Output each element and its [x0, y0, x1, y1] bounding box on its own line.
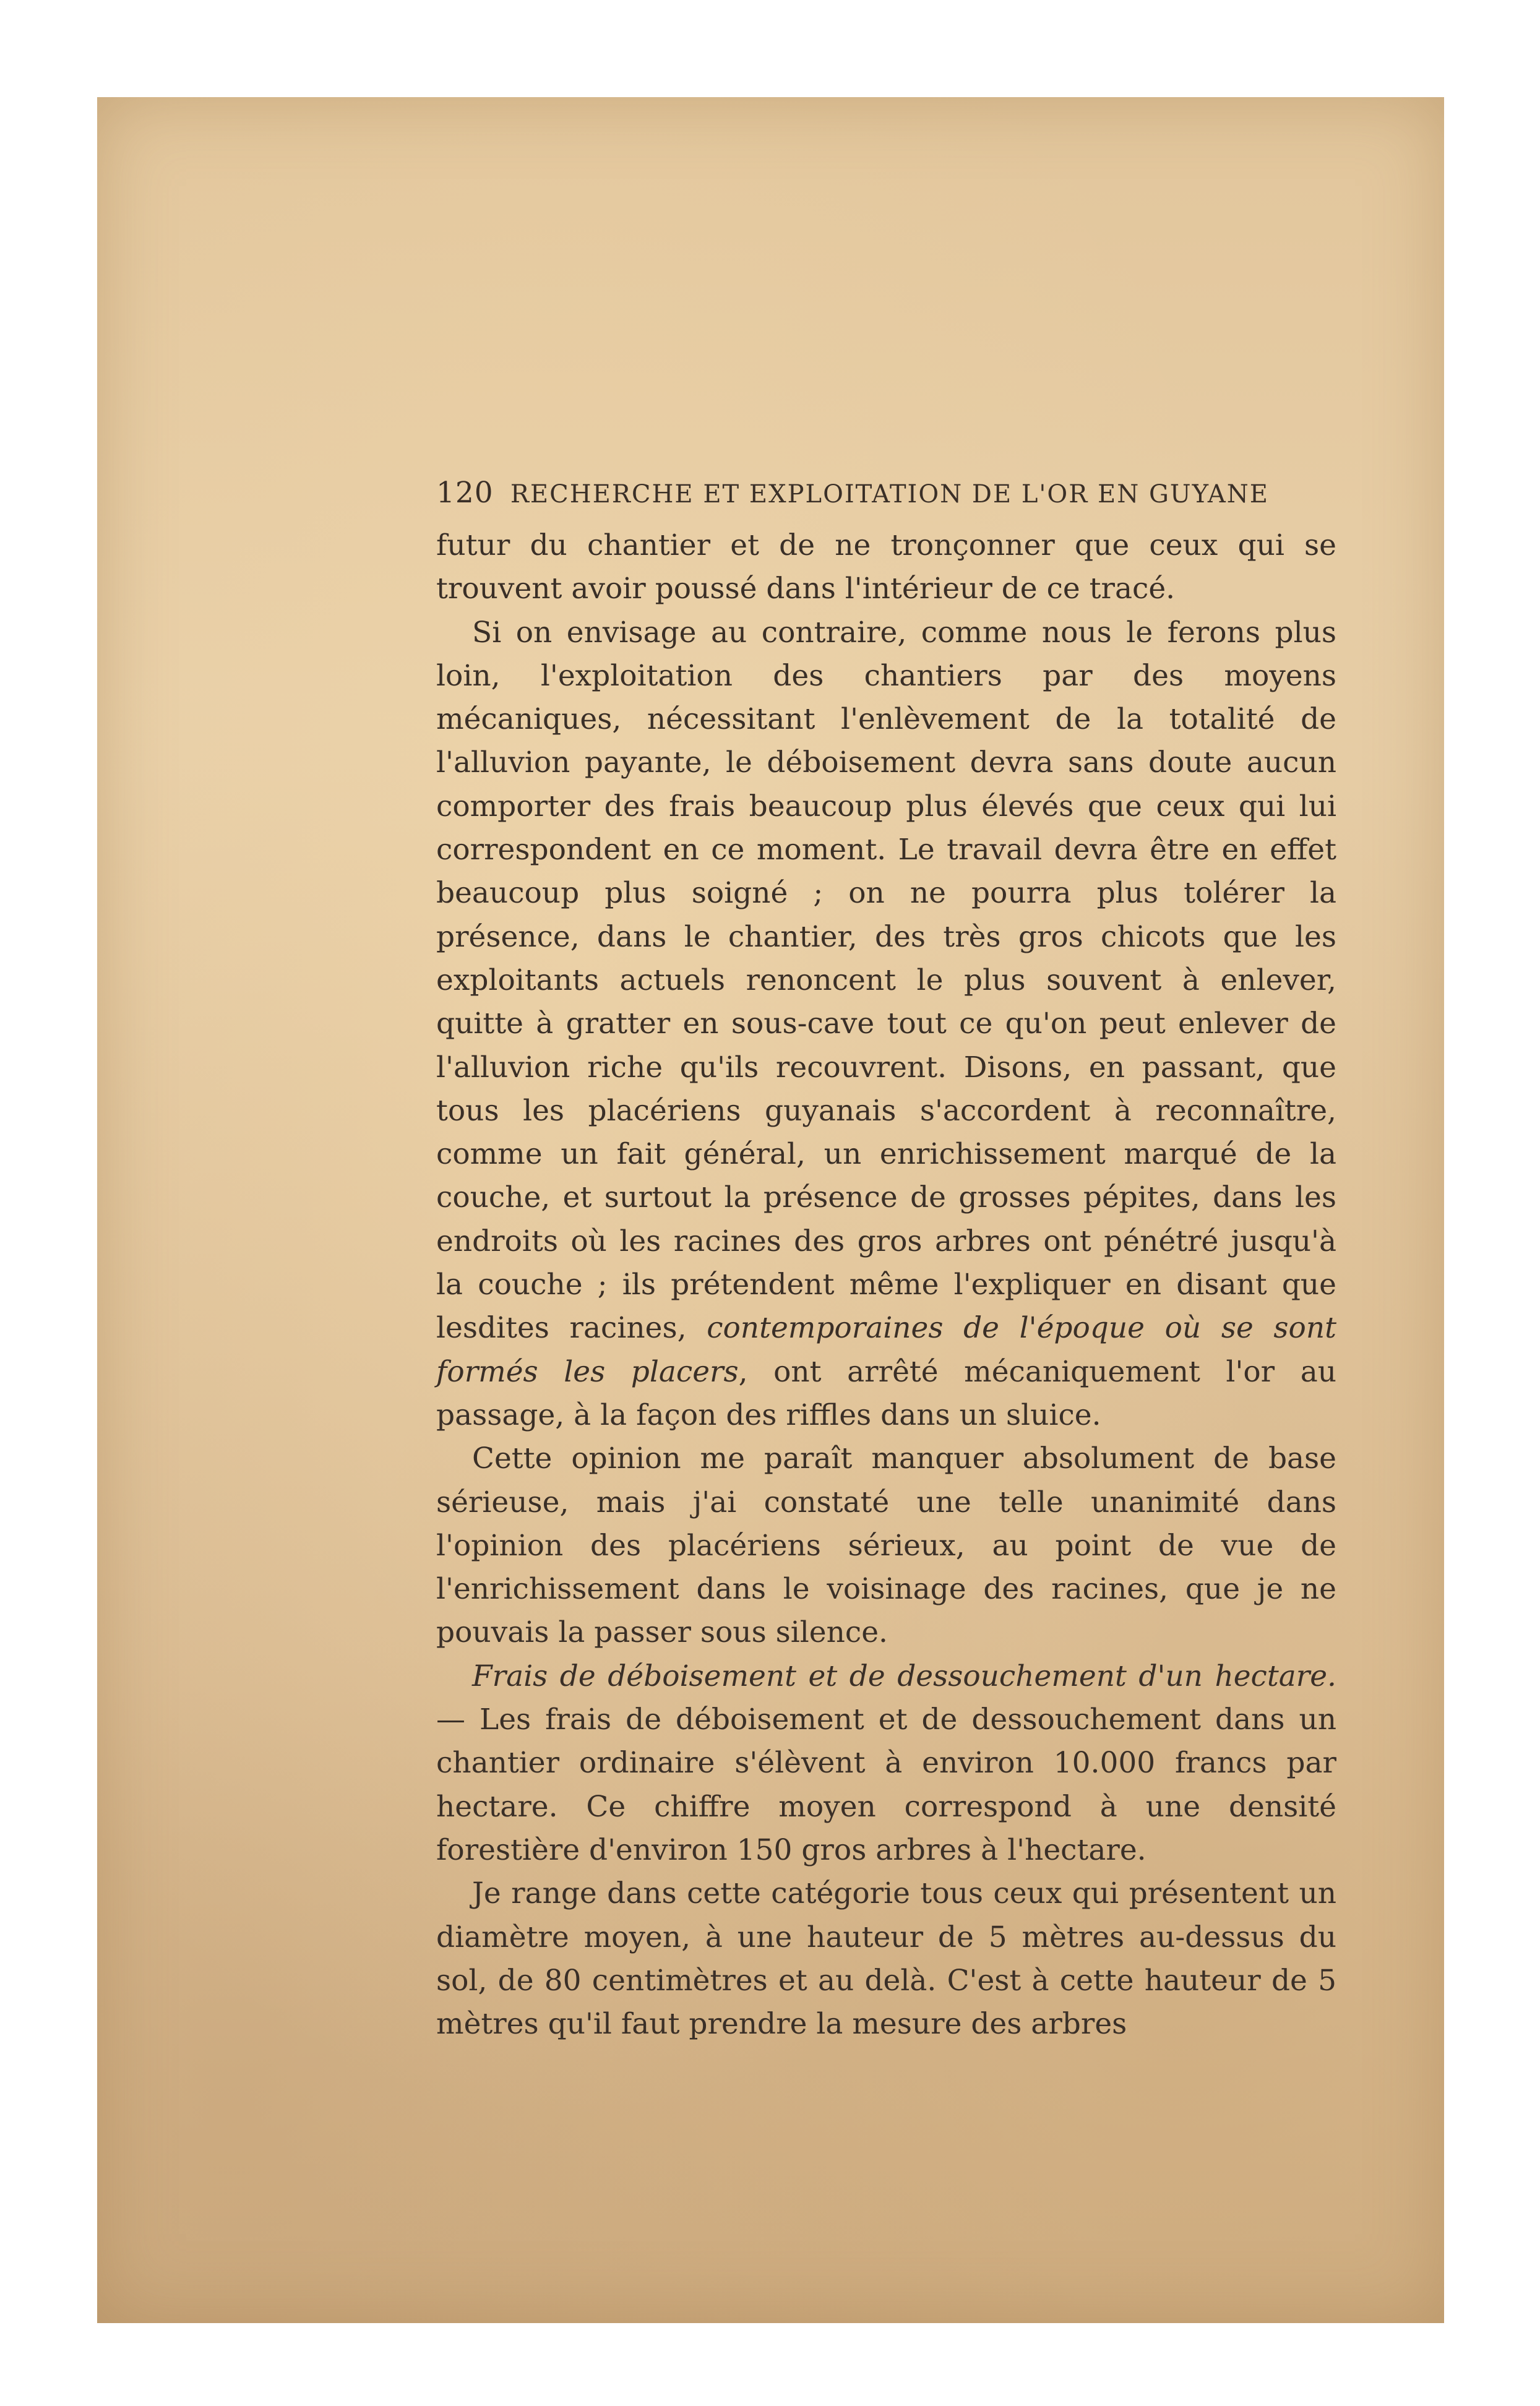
paragraph-text: , ont arrêté mécaniquement l'or au passage, à la façon des riffles dans un sluice.	[436, 1354, 1336, 1432]
section-heading-italic: Frais de déboisement et de dessouchement d'un hectare.	[472, 1659, 1336, 1693]
running-title: RECHERCHE ET EXPLOITATION DE L'OR EN GUYANE	[510, 480, 1269, 509]
paragraph-2	[436, 611, 1336, 1438]
running-head	[436, 475, 1336, 512]
paragraph-text: Si on envisage au contraire, comme nous le ferons plus loin, l'exploitation des chantiers par des moyens mécaniques, nécessitant l'enlèvement de la totalité de l'alluvion payante, le déboisement devra sans doute aucun comporter des frais beaucoup plus élevés que ceux qui lui correspondent en ce moment. Le travail devra être en effet beaucoup plus soigné ; on ne pourra plus tolérer la présence, dans le chantier, des très gros chicots que les exploitants actuels renoncent le plus souvent à enlever, quitte à gratter en sous-cave tout ce qu'on peut enlever de l'alluvion riche qu'ils recouvrent. Disons, en passant, que tous les placériens guyanais s'accordent à reconnaître, comme un fait général, un enrichissement marqué de la couche, et surtout la présence de grosses pépites, dans les endroits où les racines des gros arbres ont pénétré jusqu'à la couche ; ils prétendent même l'expliquer en disant que lesdites racines,	[436, 615, 1336, 1346]
book-page	[97, 97, 1444, 2323]
paragraph-text: Cette opinion me paraît manquer absolument de base sérieuse, mais j'ai constaté une telle unanimité dans l'opinion des placériens sérieux, au point de vue de l'enrichissement dans le voisinage des racines, que je ne pouvais la passer sous silence.	[436, 1441, 1336, 1650]
paragraph-3	[436, 1437, 1336, 1654]
paragraph-4	[436, 1655, 1336, 1872]
paragraph-1	[436, 524, 1336, 611]
text-block	[436, 475, 1336, 2046]
paragraph-text: Je range dans cette catégorie tous ceux qui présentent un diamètre moyen, à une hauteur de 5 mètres au-dessus du sol, de 80 centimètres et au delà. C'est à cette hauteur de 5 mètres qu'il faut prendre la mesure des arbres	[436, 1876, 1336, 2042]
paragraph-text: — Les frais de déboisement et de dessouchement dans un chantier ordinaire s'élèvent à environ 10.000 francs par hectare. Ce chiffre moyen correspond à une densité forestière d'environ 150 gros arbres à l'hectare.	[436, 1703, 1336, 1867]
italic-phrase: contemporaines de l'époque où se sont formés les placers	[436, 1311, 1336, 1389]
paragraph-text: futur du chantier et de ne tronçonner que ceux qui se trouvent avoir poussé dans l'intérieur de ce tracé.	[436, 528, 1336, 606]
page-number: 120	[436, 476, 494, 510]
paragraph-5	[436, 1872, 1336, 2046]
